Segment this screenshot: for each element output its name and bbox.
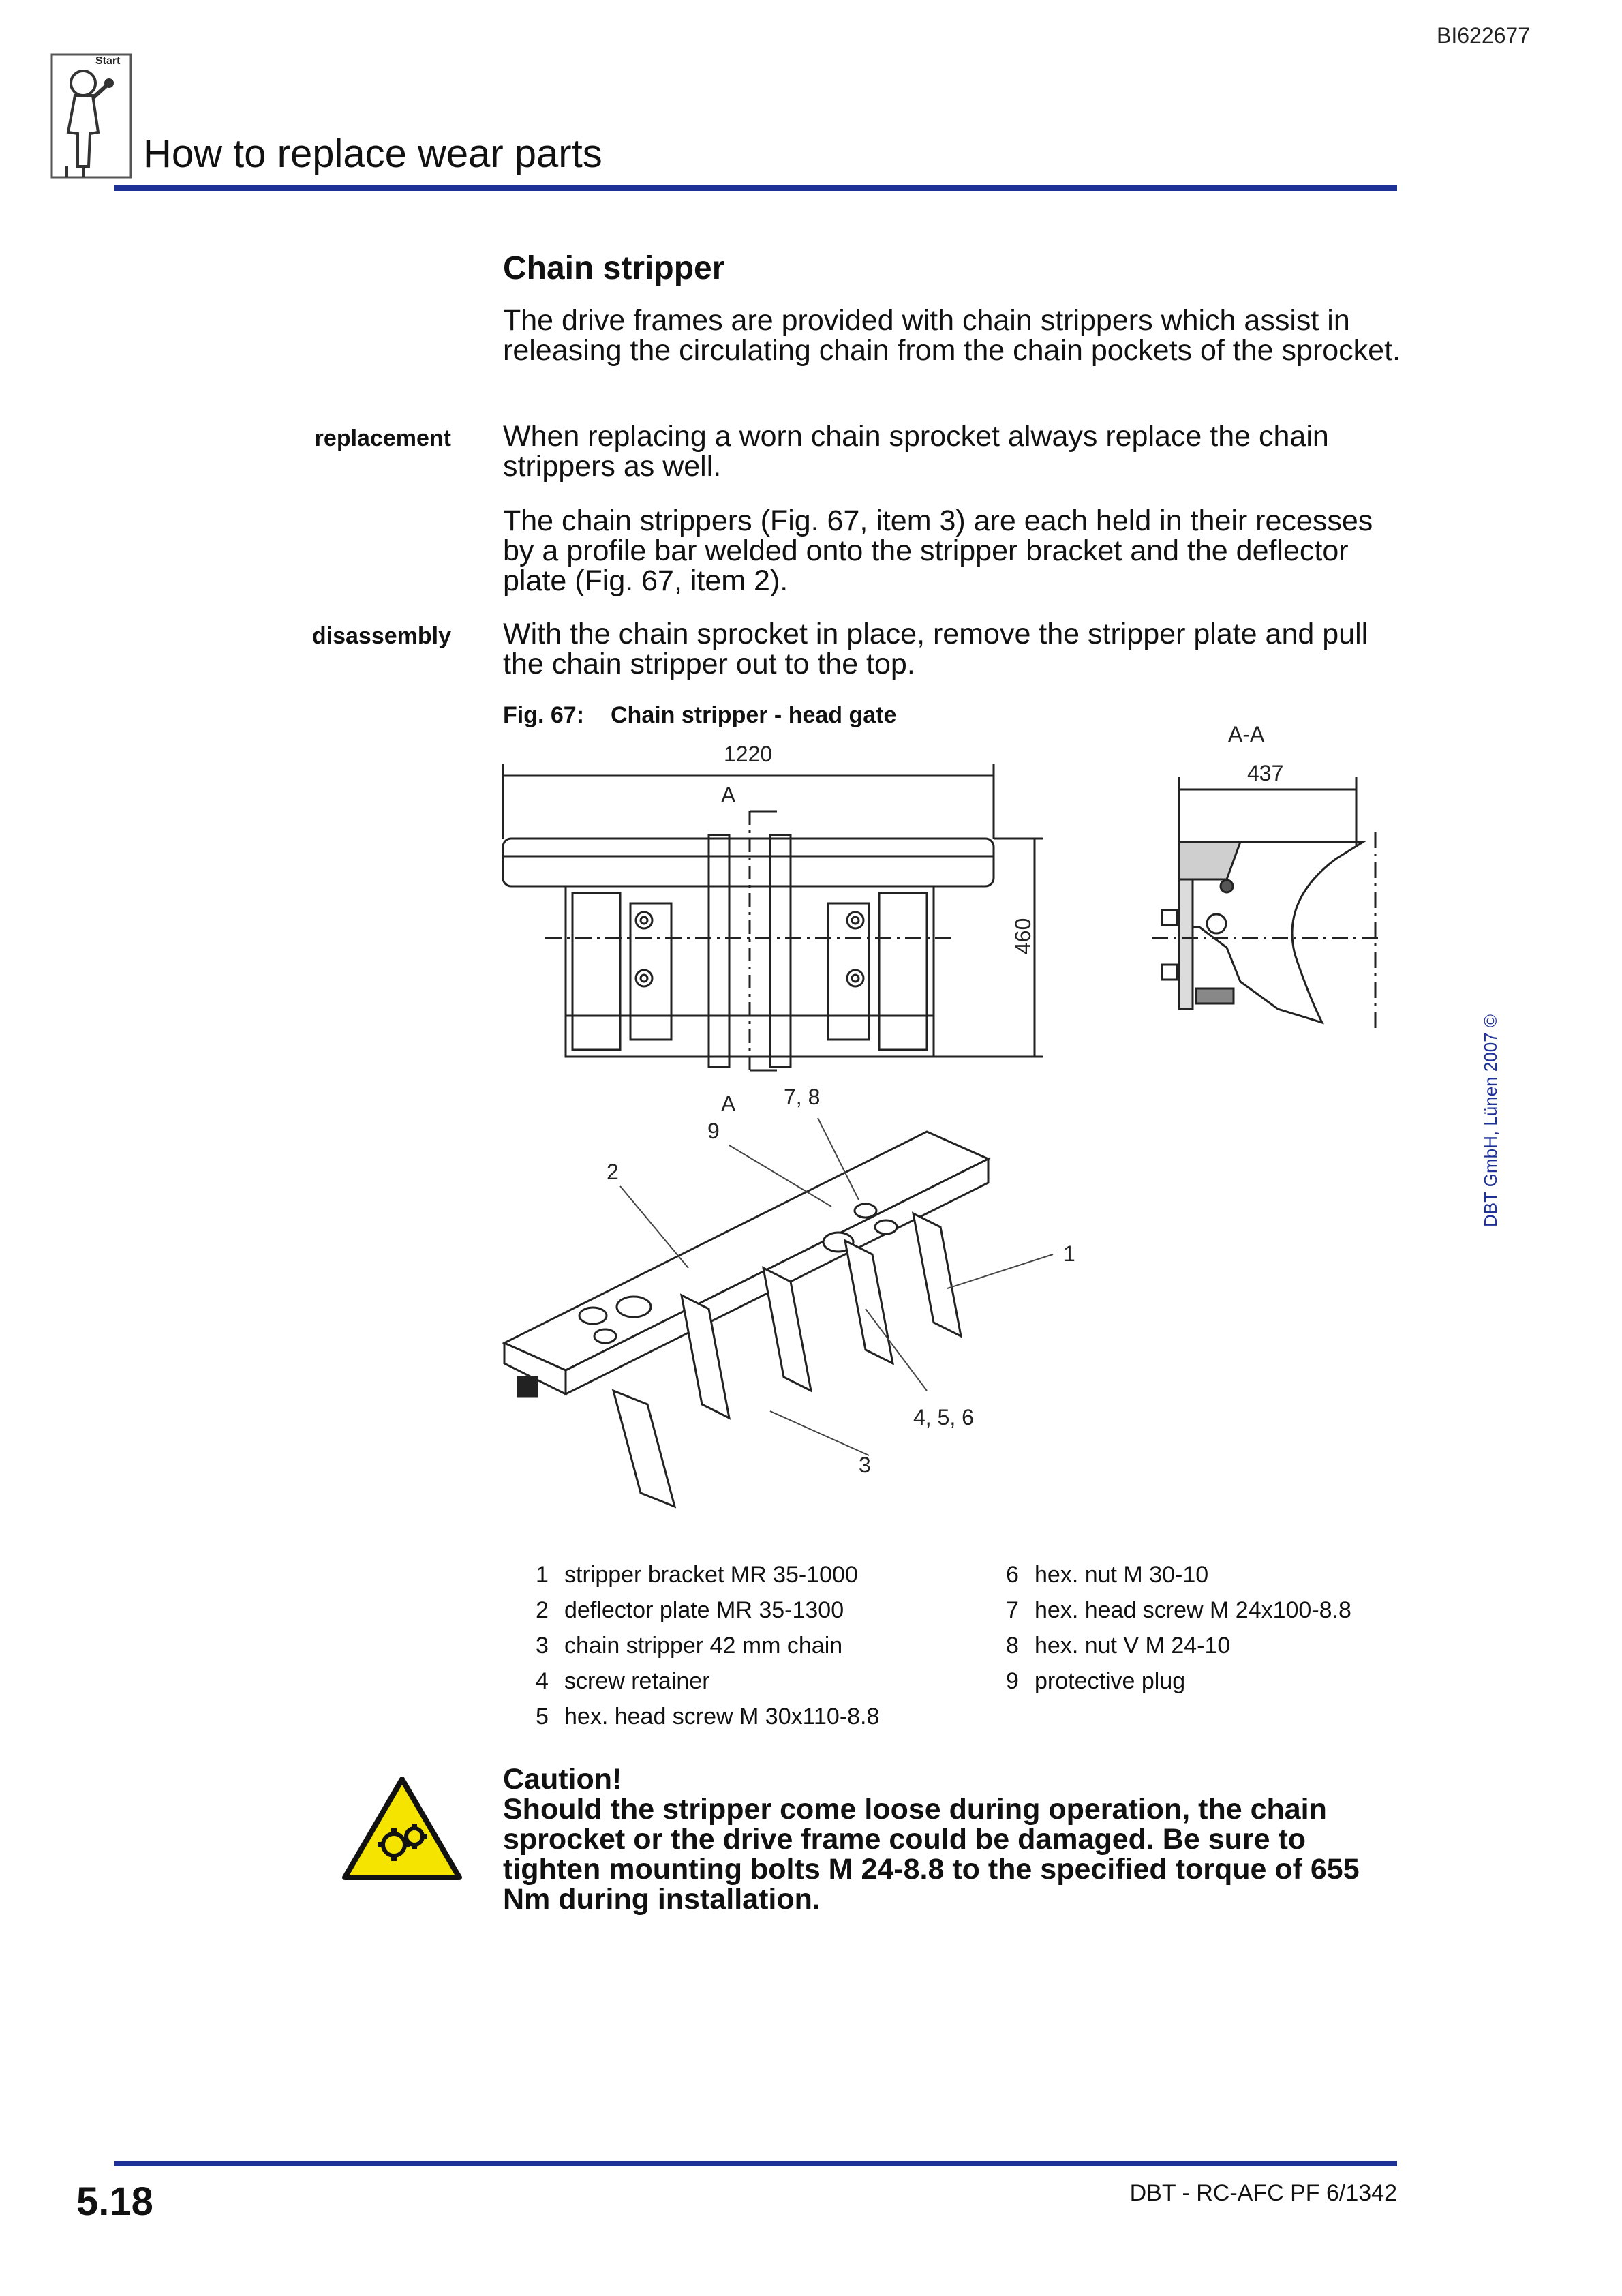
side-label-disassembly: disassembly (311, 623, 451, 649)
paragraph-strippers-held: The chain strippers (Fig. 67, item 3) are each held in their recesses by a profile bar welded onto the stripper bracket and the deflector plate (Fig. 67, item 2). (503, 504, 1373, 597)
paragraph-replacement: When replacing a worn chain sprocket always replace the chain strippers as well. (503, 420, 1329, 483)
callout-3: 3 (859, 1453, 871, 1477)
legend-item: 4 screw retainer (536, 1668, 710, 1694)
callout-4-5-6: 4, 5, 6 (913, 1405, 974, 1430)
technical-drawing (477, 723, 1404, 1527)
caution-title: Caution! (503, 1763, 622, 1796)
legend-item: 9 protective plug (1006, 1668, 1186, 1694)
header-rule (114, 185, 1397, 191)
dim-section-label: 437 (1247, 761, 1284, 785)
dim-height-label: 460 (1011, 918, 1035, 954)
page-number: 5.18 (76, 2179, 153, 2224)
section-view-label: A-A (1228, 723, 1265, 746)
caution-text: Should the stripper come loose during operation, the chain sprocket or the drive frame could be damaged. Be sure to tighten mounting bolts M 24-8.8 to the specified torque of 655 Nm during installation. (503, 1793, 1360, 1916)
document-reference: DBT - RC-AFC PF 6/1342 (1129, 2180, 1397, 2206)
legend-item: 6 hex. nut M 30-10 (1006, 1562, 1209, 1588)
callout-7-8: 7, 8 (784, 1085, 821, 1109)
side-label-replacement: replacement (314, 425, 451, 451)
caution-notice (503, 1764, 1403, 1914)
dim-width-label: 1220 (724, 742, 773, 766)
section-cut-top: A (721, 783, 736, 807)
section-cut-bottom: A (721, 1091, 736, 1116)
legend-item: 2 deflector plate MR 35-1300 (536, 1597, 844, 1623)
callout-1: 1 (1063, 1241, 1075, 1266)
legend-item: 3 chain stripper 42 mm chain (536, 1633, 843, 1659)
figure-caption-text: Chain stripper - head gate (611, 702, 897, 728)
figure-number: Fig. 67: (503, 702, 585, 728)
page-title: How to replace wear parts (143, 132, 602, 176)
legend-left (536, 1557, 972, 1734)
copyright-note: DBT GmbH, Lünen 2007 © (1480, 1014, 1501, 1227)
start-label: Start (95, 55, 121, 67)
legend-item: 7 hex. head screw M 24x100-8.8 (1006, 1597, 1351, 1623)
callout-9: 9 (707, 1119, 720, 1143)
footer-rule (114, 2161, 1397, 2166)
legend-item: 1 stripper bracket MR 35-1000 (536, 1562, 858, 1588)
worker-start-icon (48, 50, 136, 183)
section-title: Chain stripper (503, 250, 725, 286)
legend-item: 5 hex. head screw M 30x110-8.8 (536, 1704, 880, 1729)
legend-item: 8 hex. nut V M 24-10 (1006, 1633, 1231, 1659)
document-id: BI622677 (1437, 23, 1531, 48)
legend-right (1006, 1557, 1415, 1699)
intro-paragraph: The drive frames are provided with chain strippers which assist in releasing the circulating chain from the chain pockets of the sprocket. (503, 304, 1401, 367)
callout-2: 2 (607, 1160, 619, 1184)
paragraph-disassembly: With the chain sprocket in place, remove the stripper plate and pull the chain stripper out to the top. (503, 618, 1368, 680)
warning-gear-icon (341, 1775, 463, 1882)
